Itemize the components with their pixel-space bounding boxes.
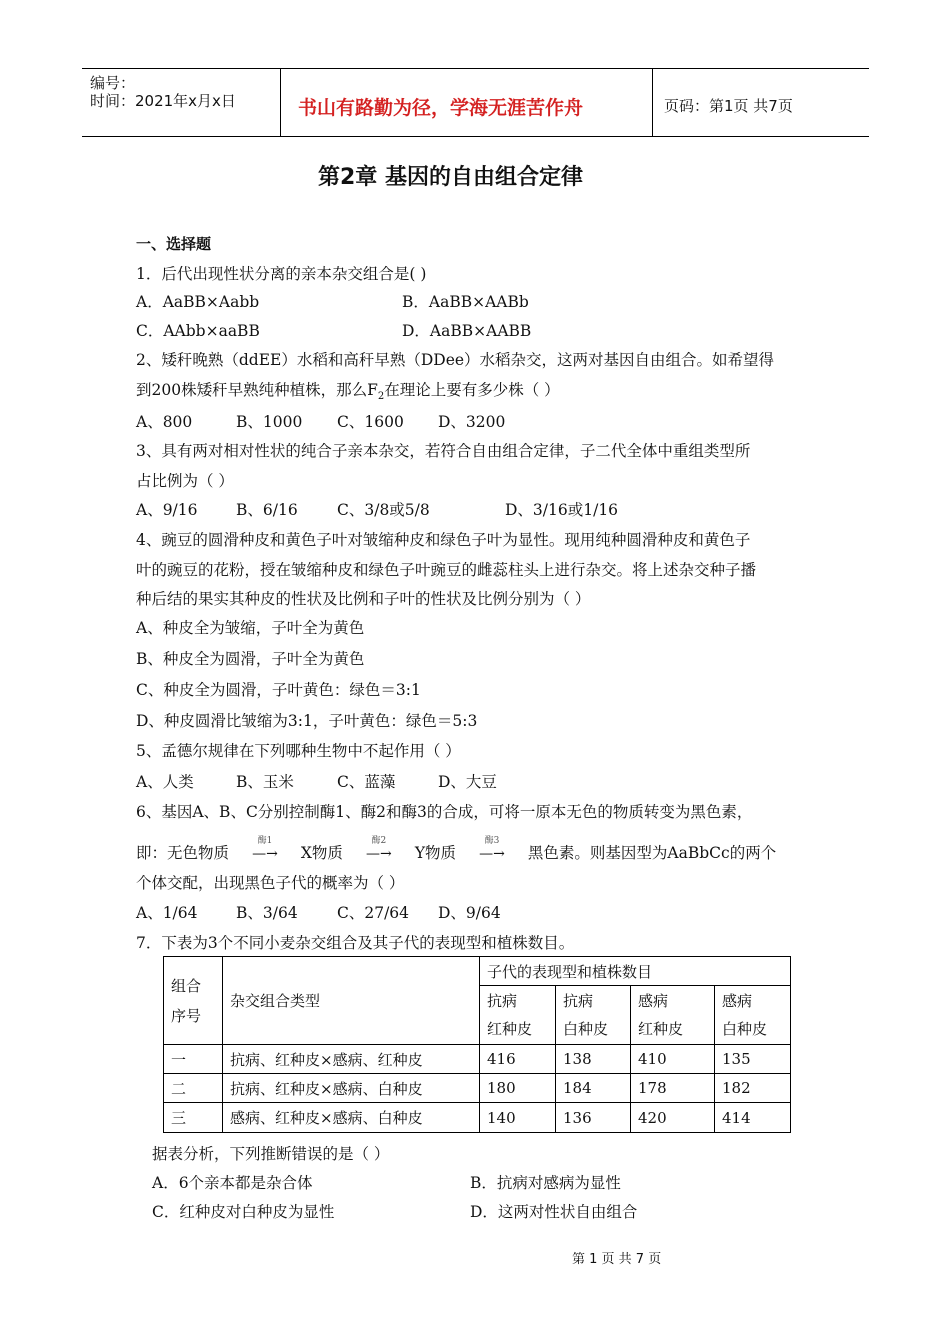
table-row xyxy=(164,1045,791,1074)
page-title: 第2章 基因的自由组合定律 xyxy=(318,165,583,190)
table-cell: 135 xyxy=(715,1045,791,1074)
table-cell: 抗病、红种皮×感病、白种皮 xyxy=(223,1074,480,1103)
enzyme-label: 酶3 xyxy=(484,836,500,846)
table-cell: 140 xyxy=(480,1103,556,1133)
q2-line2-b: 在理论上要有多少株（ ） xyxy=(384,381,560,399)
col-header-line: 红种皮 xyxy=(487,1020,533,1038)
col-header-line: 感病 xyxy=(638,992,669,1010)
q6-line1: 6、基因A、B、C分别控制酶1、酶2和酶3的合成，可将一原本无色的物质转变为黑色素， xyxy=(136,803,753,821)
header-divider xyxy=(652,69,653,136)
q1-option-c: C．AAbb×aaBB xyxy=(136,322,260,340)
q6-x-substance: X物质 xyxy=(300,844,343,862)
header-divider xyxy=(280,69,281,136)
enzyme-label: 酶2 xyxy=(371,836,387,846)
enzyme-label: 酶1 xyxy=(257,836,273,846)
header-time: 时间：2021年x月x日 xyxy=(90,92,236,110)
q5-option-c: C、蓝藻 xyxy=(337,773,396,791)
table-cell: 410 xyxy=(631,1045,715,1074)
data-table xyxy=(163,956,791,1133)
q3-option-c: C、3/8或5/8 xyxy=(337,501,430,519)
q6-melanin: 黑色素。则基因型为AaBbCc的两个 xyxy=(527,844,777,862)
q7-option-c: C．红种皮对白种皮为显性 xyxy=(152,1203,335,1221)
q6-line3: 个体交配，出现黑色子代的概率为（ ） xyxy=(136,874,405,892)
q6-y-substance: Y物质 xyxy=(414,844,457,862)
col-header-line: 感病 xyxy=(722,992,753,1010)
header-page-info: 页码：第1页 共7页 xyxy=(664,97,793,115)
q3-option-a: A、9/16 xyxy=(136,501,198,519)
arrow-icon: 酶3 —→ xyxy=(461,846,523,862)
q2-option-a: A、800 xyxy=(136,413,193,431)
table-cell: 420 xyxy=(631,1103,715,1133)
table-cell: 138 xyxy=(556,1045,631,1074)
col-header-line: 白种皮 xyxy=(563,1020,609,1038)
q1-option-b: B．AaBB×AABb xyxy=(402,293,529,311)
table-col-header xyxy=(715,986,791,1045)
table-cell: 178 xyxy=(631,1074,715,1103)
q4-option-a: A、种皮全为皱缩，子叶全为黄色 xyxy=(136,619,365,637)
table-header-group-line1: 组合 xyxy=(171,976,202,995)
table-row xyxy=(164,1103,791,1133)
table-cell: 抗病、红种皮×感病、红种皮 xyxy=(223,1045,480,1074)
table-cell: 一 xyxy=(164,1045,223,1074)
q1-option-a: A．AaBB×Aabb xyxy=(136,293,260,311)
q2-line2-a: 到200株矮秆早熟纯种植株，那么F xyxy=(136,381,378,399)
table-cell: 414 xyxy=(715,1103,791,1133)
q7-option-a: A．6个亲本都是杂合体 xyxy=(152,1174,313,1192)
col-header-line: 白种皮 xyxy=(722,1020,768,1038)
table-header-group-line2: 序号 xyxy=(171,1006,202,1025)
q7-analysis: 据表分析，下列推断错误的是（ ） xyxy=(152,1145,390,1163)
page-footer: 第 1 页 共 7 页 xyxy=(572,1252,662,1267)
q2-option-c: C、1600 xyxy=(337,413,404,431)
q2-option-d: D、3200 xyxy=(438,413,506,431)
q2-option-b: B、1000 xyxy=(236,413,303,431)
q5-stem: 5、孟德尔规律在下列哪种生物中不起作用（ ） xyxy=(136,742,461,760)
q1-stem: 1．后代出现性状分离的亲本杂交组合是( ) xyxy=(136,265,427,283)
arrow-icon: 酶2 —→ xyxy=(348,846,410,862)
table-col-header xyxy=(631,986,715,1045)
table-cell: 180 xyxy=(480,1074,556,1103)
q4-line3: 种后结的果实其种皮的性状及比例和子叶的性状及比例分别为（ ） xyxy=(136,590,591,608)
q3-option-d: D、3/16或1/16 xyxy=(505,501,619,519)
col-header-line: 抗病 xyxy=(563,992,594,1010)
q6-option-c: C、27/64 xyxy=(337,904,410,922)
q3-line2: 占比例为（ ） xyxy=(136,472,234,490)
q6-colorless: 即：无色物质 xyxy=(136,844,230,862)
q3-line1: 3、具有两对相对性状的纯合子亲本杂交，若符合自由组合定律，子二代全体中重组类型所 xyxy=(136,442,751,460)
table-header-group xyxy=(164,957,223,1045)
q7-option-d: D．这两对性状自由组合 xyxy=(470,1203,638,1221)
q5-option-a: A、人类 xyxy=(136,773,194,791)
table-cell: 二 xyxy=(164,1074,223,1103)
table-cell: 三 xyxy=(164,1103,223,1133)
table-header-type: 杂交组合类型 xyxy=(223,957,480,1045)
q6-option-b: B、3/64 xyxy=(236,904,298,922)
arrow-icon: 酶1 —→ xyxy=(234,846,296,862)
col-header-line: 抗病 xyxy=(487,992,518,1010)
q4-line2: 叶的豌豆的花粉，授在皱缩种皮和绿色子叶豌豆的雌蕊柱头上进行杂交。将上述杂交种子播 xyxy=(136,561,757,579)
header-motto: 书山有路勤为径，学海无涯苦作舟 xyxy=(298,97,584,119)
table-col-header xyxy=(556,986,631,1045)
section-heading: 一、选择题 xyxy=(136,235,212,253)
table-row xyxy=(164,1074,791,1103)
table-cell: 184 xyxy=(556,1074,631,1103)
q4-option-d: D、种皮圆滑比皱缩为3:1，子叶黄色：绿色＝5:3 xyxy=(136,712,478,730)
q2-subscript: 2 xyxy=(377,391,385,403)
q7-stem: 7．下表为3个不同小麦杂交组合及其子代的表现型和植株数目。 xyxy=(136,934,575,952)
header-code: 编号： xyxy=(90,74,136,92)
table-cell: 182 xyxy=(715,1074,791,1103)
q4-line1: 4、豌豆的圆滑种皮和黄色子叶对皱缩种皮和绿色子叶为显性。现用纯种圆滑种皮和黄色子 xyxy=(136,531,751,549)
q2-line1: 2、矮秆晚熟（ddEE）水稻和高秆早熟（DDee）水稻杂交，这两对基因自由组合。如希望得 xyxy=(136,351,775,369)
q4-option-b: B、种皮全为圆滑，子叶全为黄色 xyxy=(136,650,365,668)
q3-option-b: B、6/16 xyxy=(236,501,298,519)
table-header-offspring: 子代的表现型和植株数目 xyxy=(480,957,791,986)
q6-option-a: A、1/64 xyxy=(136,904,198,922)
q6-option-d: D、9/64 xyxy=(438,904,501,922)
table-col-header xyxy=(480,986,556,1045)
q6-line2 xyxy=(136,836,777,863)
col-header-line: 红种皮 xyxy=(638,1020,684,1038)
q5-option-b: B、玉米 xyxy=(236,773,294,791)
table-cell: 感病、红种皮×感病、白种皮 xyxy=(223,1103,480,1133)
q4-option-c: C、种皮全为圆滑，子叶黄色：绿色＝3:1 xyxy=(136,681,421,699)
q5-option-d: D、大豆 xyxy=(438,773,497,791)
q7-option-b: B．抗病对感病为显性 xyxy=(470,1174,621,1192)
q1-option-d: D．AaBB×AABB xyxy=(402,322,532,340)
table-cell: 416 xyxy=(480,1045,556,1074)
q2-line2 xyxy=(136,378,560,402)
table-cell: 136 xyxy=(556,1103,631,1133)
